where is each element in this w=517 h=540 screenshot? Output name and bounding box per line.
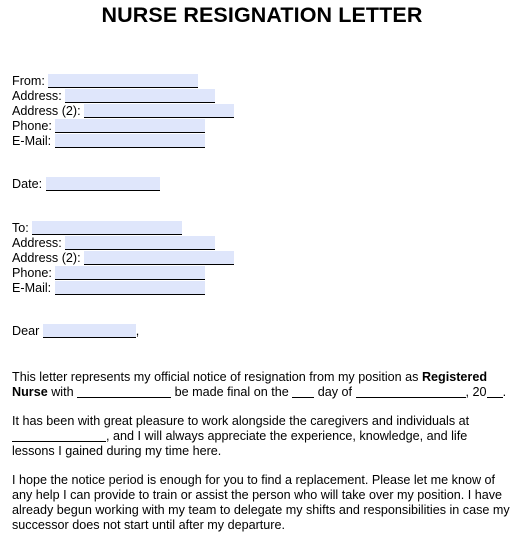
sender-address2-field[interactable]	[84, 104, 234, 118]
body-paragraph-2	[12, 414, 512, 459]
recipient-address2-label: Address (2):	[12, 251, 81, 265]
p1-text-start: This letter represents my official notice of resignation from my position as	[12, 370, 419, 384]
to-field[interactable]	[32, 221, 182, 235]
sender-email-label: E-Mail:	[12, 134, 52, 148]
recipient-email-label: E-Mail:	[12, 281, 52, 295]
recipient-email-field[interactable]	[55, 281, 205, 295]
recipient-email-row	[12, 281, 205, 296]
document-title: NURSE RESIGNATION LETTER	[101, 3, 423, 27]
sender-address-field[interactable]	[65, 89, 215, 103]
day-blank[interactable]	[292, 385, 314, 398]
sender-address2-row	[12, 104, 234, 119]
salutation-row	[12, 324, 139, 339]
sender-email-row	[12, 134, 205, 149]
sender-address-label: Address:	[12, 89, 62, 103]
sender-phone-row	[12, 119, 205, 134]
p1-year-prefix: , 20	[465, 385, 487, 399]
sender-address-row	[12, 89, 215, 104]
p2-text-end: , and I will always appreciate the experience, knowledge, and life lessons I gained during my time here.	[12, 429, 468, 458]
employer-blank[interactable]	[77, 385, 171, 398]
year-blank[interactable]	[487, 385, 503, 398]
date-field[interactable]	[46, 177, 160, 191]
recipient-phone-label: Phone:	[12, 266, 52, 280]
salutation-comma: ,	[135, 324, 140, 338]
sender-address2-label: Address (2):	[12, 104, 81, 118]
to-label: To:	[12, 221, 29, 235]
p1-day-of: day of	[317, 385, 353, 399]
sender-phone-field[interactable]	[55, 119, 205, 133]
recipient-address2-row	[12, 251, 234, 266]
dear-name-field[interactable]	[43, 324, 136, 338]
body-paragraph-3: I hope the notice period is enough for you to find a replacement. Please let me know of any help I can provide to train or assist the person who will take over my position. I have already begun working with my team to delegate my shifts and responsibilities in case my successor does not start until after my departure.	[12, 473, 510, 532]
recipient-phone-field[interactable]	[55, 266, 205, 280]
from-label: From:	[12, 74, 45, 88]
dear-label: Dear	[12, 324, 40, 338]
sender-from-row	[12, 74, 198, 89]
p1-with: with	[51, 385, 74, 399]
date-label: Date:	[12, 177, 43, 191]
p1-end: .	[502, 385, 507, 399]
recipient-phone-row	[12, 266, 205, 281]
recipient-to-row	[12, 221, 182, 236]
month-blank[interactable]	[356, 385, 466, 398]
date-row	[12, 177, 160, 192]
sender-phone-label: Phone:	[12, 119, 52, 133]
p1-position: Registered Nurse	[12, 370, 488, 399]
recipient-address-field[interactable]	[65, 236, 215, 250]
recipient-address-label: Address:	[12, 236, 62, 250]
from-field[interactable]	[48, 74, 198, 88]
sender-email-field[interactable]	[55, 134, 205, 148]
p2-text-start: It has been with great pleasure to work alongside the caregivers and individuals at	[12, 414, 470, 428]
facility-blank[interactable]	[12, 429, 106, 442]
p1-final: be made final on the	[174, 385, 289, 399]
recipient-address2-field[interactable]	[84, 251, 234, 265]
recipient-address-row	[12, 236, 215, 251]
body-paragraph-1	[12, 370, 512, 400]
